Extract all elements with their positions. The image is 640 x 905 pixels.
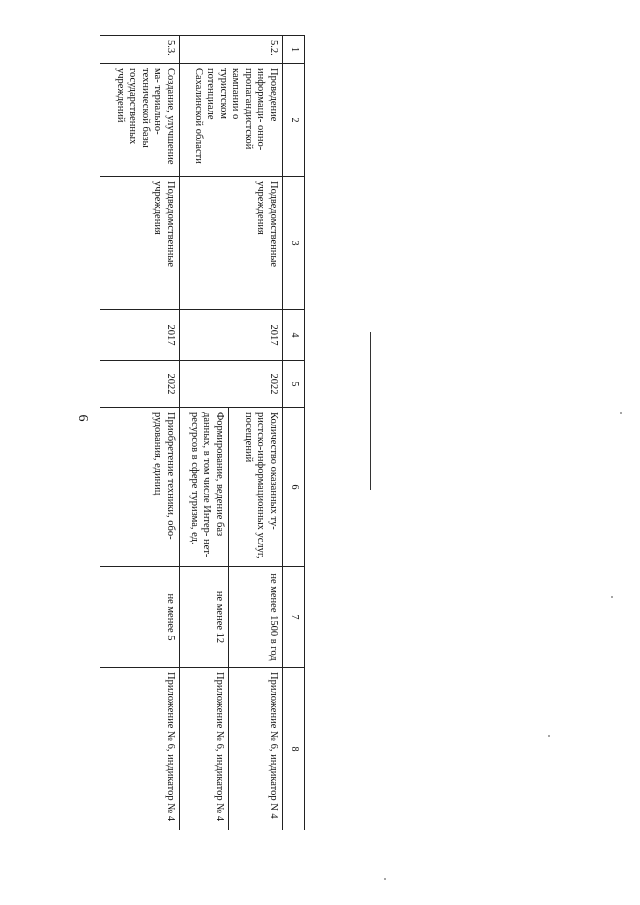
scan-speck [548, 735, 550, 737]
executor-cell: Подведомственные учреждения [100, 177, 180, 310]
header-col-5: 5 [283, 361, 305, 408]
row-number: 5.2. [180, 36, 283, 64]
indicator-name: Формирование, ведение баз данных, в том числе Интер- нет-ресурсов в сфере туризма, ед. [189, 412, 225, 558]
executor-cell: Подведомственные учреждения [180, 177, 283, 310]
start-year-cell: 2017 [180, 310, 283, 361]
rotated-table-wrapper [100, 35, 305, 830]
indicator-name: Количество оказанных ту- ристско-информационных услуг, посещений [228, 408, 282, 566]
header-col-4: 4 [283, 310, 305, 361]
page-number: 6 [75, 414, 90, 422]
table-content [100, 35, 305, 830]
program-table [100, 35, 305, 830]
indicator-value-cell: не менее 5 [100, 567, 180, 668]
indicator-value-cell [180, 567, 283, 668]
indicator-name-cell [180, 408, 283, 567]
header-col-8: 8 [283, 668, 305, 831]
header-col-1: 1 [283, 36, 305, 64]
end-year-cell: 2022 [180, 361, 283, 408]
row-number: 5.3. [100, 36, 180, 64]
indicator-source: Приложение № 6, индикатор № 4 [214, 672, 225, 822]
header-col-3: 3 [283, 177, 305, 310]
end-separator-line [370, 332, 371, 490]
table-row [100, 36, 180, 831]
indicator-name-cell: Приобретение техники, обо- рудования, единиц [100, 408, 180, 567]
indicator-source-cell: Приложение № 6, индикатор № 4 [100, 668, 180, 831]
end-year-cell: 2022 [100, 361, 180, 408]
header-col-2: 2 [283, 64, 305, 177]
indicator-value: не менее 12 [214, 590, 225, 644]
header-col-7: 7 [283, 567, 305, 668]
scan-speck [611, 596, 613, 598]
indicator-value: не менее 1500 в год [228, 567, 282, 667]
scan-speck [384, 878, 386, 880]
header-row [283, 36, 305, 831]
header-col-6: 6 [283, 408, 305, 567]
indicator-source: Приложение № 6, индикатор N 4 [228, 668, 282, 830]
activity-cell: Создание, улучшение ма- териально-технической базы государственных учреждений [100, 64, 180, 177]
table-row [180, 36, 283, 831]
activity-cell: Проведение информаци- онно-пропагандистской кампании о туристском потенциале Сахалинской области [180, 64, 283, 177]
indicator-source-cell [180, 668, 283, 831]
start-year-cell: 2017 [100, 310, 180, 361]
scan-speck [620, 412, 622, 414]
